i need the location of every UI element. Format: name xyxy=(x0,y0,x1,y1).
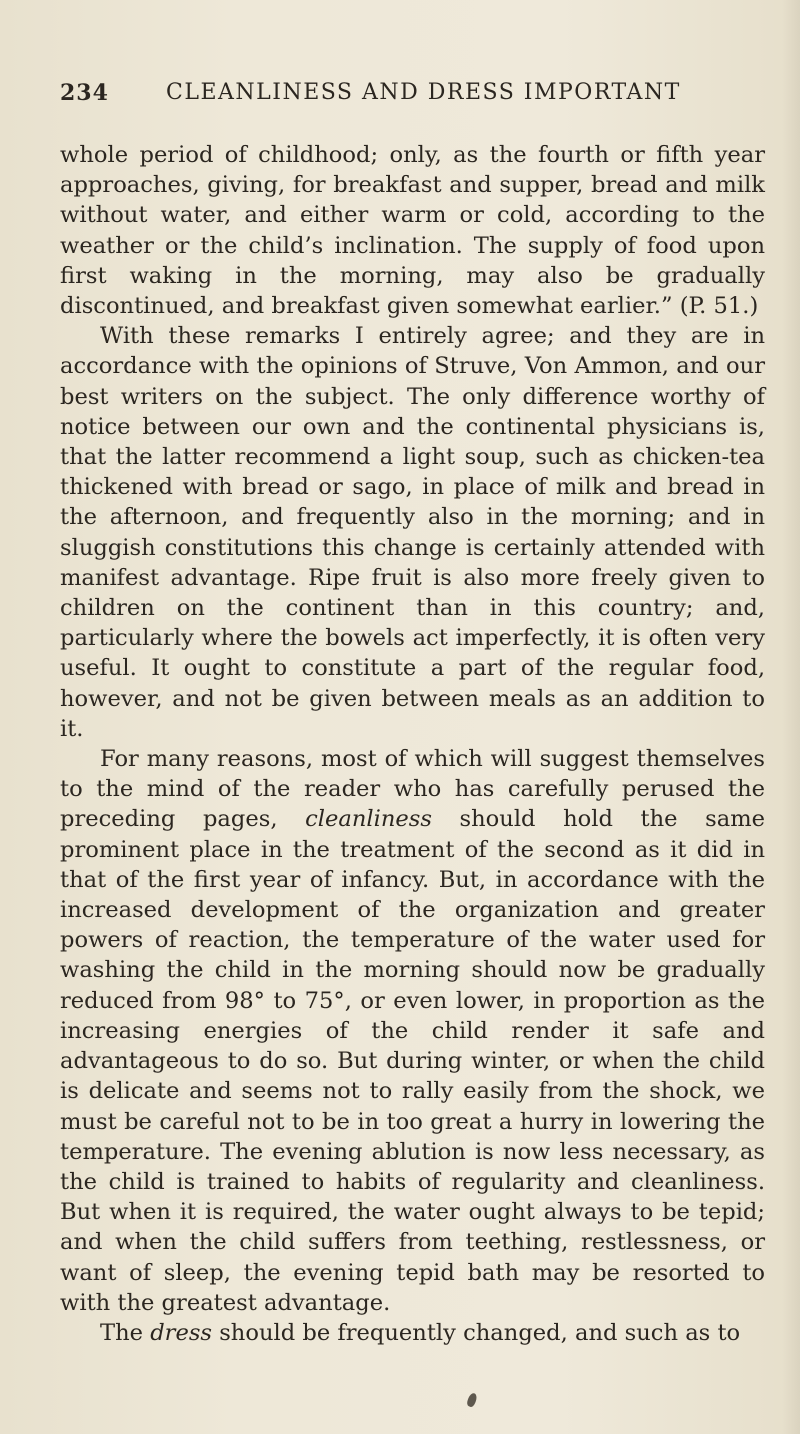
italic-term: dress xyxy=(150,1319,213,1346)
running-head xyxy=(60,80,760,120)
ink-blot xyxy=(466,1392,478,1408)
paragraph-text: whole period of childhood; only, as the fourth or fifth year approaches, giving, for breakfast and supper, bread and milk without water, and either warm or cold, according to the weather or the child’s inclination. The supply of food upon first waking in the morning, may also be gradually discontinued, and breakfast given somewhat earlier.” (P. 51.) xyxy=(60,142,765,320)
body-text xyxy=(60,140,765,1348)
paragraph-dress xyxy=(60,1318,765,1348)
page-number: 234 xyxy=(60,80,109,106)
paragraph-text-after: should be frequently changed, and such as to xyxy=(212,1319,741,1346)
paragraph-quote-continuation xyxy=(60,140,765,321)
paragraph-agreement xyxy=(60,321,765,744)
paragraph-cleanliness xyxy=(60,744,765,1318)
running-title: CLEANLINESS AND DRESS IMPORTANT xyxy=(166,80,681,105)
paragraph-text: With these remarks I entirely agree; and they are in accordance with the opinions of Struve, Von Ammon, and our best writers on the subject. The only difference worthy of notice between our own and the continental physicians is, that the latter recommend a light soup, such as chicken-tea thickened with bread or sago, in place of milk and bread in the afternoon, and frequently also in the morning; and in sluggish constitutions this change is certainly attended with manifest advantage. Ripe fruit is also more freely given to children on the continent than in this country; and, particularly where the bowels act imperfectly, it is often very useful. It ought to constitute a part of the regular food, however, and not be given between meals as an addition to it. xyxy=(60,323,765,742)
italic-term: cleanliness xyxy=(305,806,432,833)
page-edge-shadow xyxy=(782,0,800,1434)
paragraph-text-after: should hold the same prominent place in the treatment of the second as it did in that of the first year of infancy. But, in accordance with the increased development of the organization and greater powers of reaction, the temperature of the water used for washing the child in the morning should now be gradually reduced from 98° to 75°, or even lower, in proportion as the increasing energies of the child render it safe and advantageous to do so. But during winter, or when the child is delicate and seems not to rally easily from the shock, we must be careful not to be in too great a hurry in lowering the temperature. The evening ablution is now less necessary, as the child is trained to habits of regularity and cleanliness. But when it is required, the water ought always to be tepid; and when the child suffers from teething, restlessness, or want of sleep, the evening tepid bath may be resorted to with the greatest advantage. xyxy=(60,806,765,1316)
paragraph-text-before: For many reasons, most of which will suggest themselves to the mind of the reader who has carefully perused the preceding pages, xyxy=(60,746,765,833)
paragraph-text-before: The xyxy=(100,1319,151,1346)
